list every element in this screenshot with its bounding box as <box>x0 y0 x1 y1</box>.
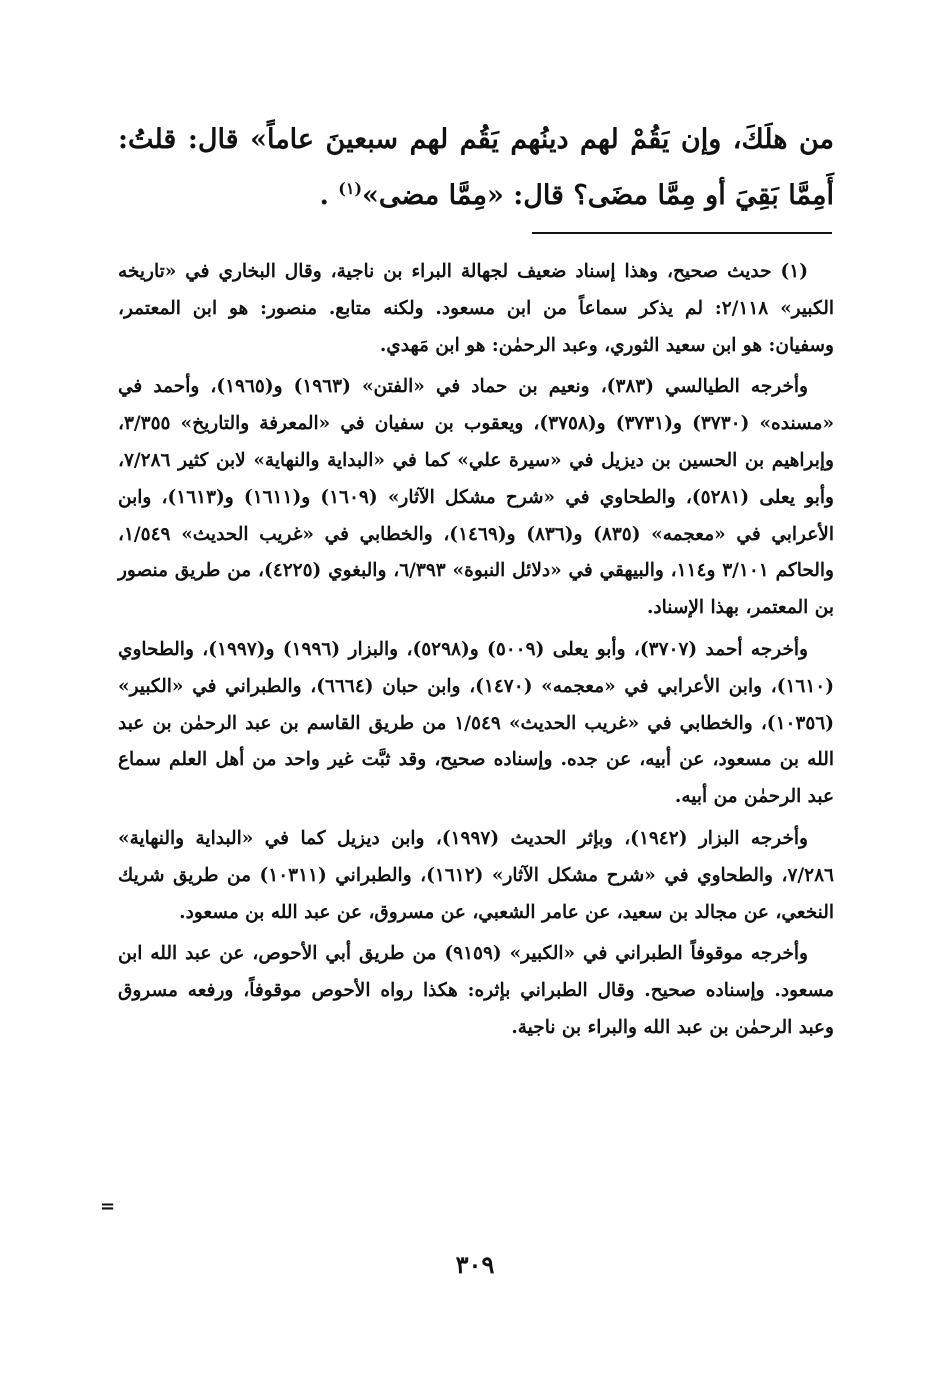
footnote-reference: (١) <box>338 179 363 198</box>
main-text-ending: . <box>319 180 329 211</box>
main-text <box>118 112 834 224</box>
continuation-mark: = <box>100 1196 116 1217</box>
footnote-separator-line <box>532 232 832 234</box>
footnote-paragraph-1: (١) حديث صحيح، وهذا إسناد ضعيف لجهالة البراء بن ناجية، وقال البخاري في «تاريخه الكبير» ٢/١١٨: لم يذكر سماعاً من ابن مسعود. ولكنه متابع. منصور: هو ابن المعتمر، وسفيان: هو ابن سعيد الثوري، وعبد الرحمٰن: هو ابن مَهدي. <box>118 261 834 356</box>
footnote-paragraph-4: وأخرجه البزار (١٩٤٢)، وبإثر الحديث (١٩٩٧)، وابن ديزيل كما في «البداية والنهاية» ٧/٢٨٦، والطحاوي في «شرح مشكل الآثار» (١٦١٢)، والطبراني (١٠٣١١) من طريق شريك النخعي، عن مجالد بن سعيد، عن عامر الشعبي، عن مسروق، عن عبد الله بن مسعود. <box>118 827 834 923</box>
page-number: ٣٠٩ <box>455 1250 495 1279</box>
footnote-paragraph-5: وأخرجه موقوفاً الطبراني في «الكبير» (٩١٥٩) من طريق أبي الأحوص، عن عبد الله ابن مسعود. وإسناده صحيح. وقال الطبراني بإثره: هكذا رواه الأحوص موقوفاً، ورفعه مسروق وعبد الرحمٰن بن عبد الله والبراء بن ناجية. <box>118 943 834 1038</box>
footnote-paragraph-3: وأخرجه أحمد (٣٧٠٧)، وأبو يعلى (٥٠٠٩) و(٥٢٩٨)، والبزار (١٩٩٦) و(١٩٩٧)، والطحاوي (١٦١٠)، وابن الأعرابي في «معجمه» (١٤٧٠)، وابن حبان (٦٦٦٤)، والطبراني في «الكبير» (١٠٣٥٦)، والخطابي في «غريب الحديث» ١/٥٤٩ من طريق القاسم بن عبد الرحمٰن بن عبد الله بن مسعود، عن أبيه، عن جده. وإسناده صحيح، وقد ثبَّت غير واحد من أهل العلم سماع عبد الرحمٰن من أبيه. <box>118 638 835 808</box>
footnote-paragraph-2: وأخرجه الطيالسي (٣٨٣)، ونعيم بن حماد في «الفتن» (١٩٦٣) و(١٩٦٥)، وأحمد في «مسنده» (٣٧٣٠) و(٣٧٣١) و(٣٧٥٨)، ويعقوب بن سفيان في «المعرفة والتاريخ» ٣/٣٥٥، وإبراهيم بن الحسين بن ديزيل في «سيرة علي» كما في «البداية والنهاية» لابن كثير ٧/٢٨٦، وأبو يعلى (٥٢٨١)، والطحاوي في «شرح مشكل الآثار» (١٦٠٩) و(١٦١١) و(١٦١٣)، وابن الأعرابي في «معجمه» (٨٣٥) و(٨٣٦) و(١٤٦٩)، والخطابي في «غريب الحديث» ١/٥٤٩، والحاكم ٣/١٠١ و١١٤، والبيهقي في «دلائل النبوة» ٦/٣٩٣، والبغوي (٤٢٢٥)، من طريق منصور بن المعتمر، بهذا الإسناد. <box>118 376 835 619</box>
main-text-body: من هلَكَ، وإن يَقُمْ لهم دينُهم يَقُم لهم سبعينَ عاماً» قال: قلتُ: أَمِمَّا بَقِيَ أو مِمَّا مضَى؟ قال: «مِمَّا مضى» <box>118 124 834 211</box>
footnotes-section <box>118 254 834 1052</box>
